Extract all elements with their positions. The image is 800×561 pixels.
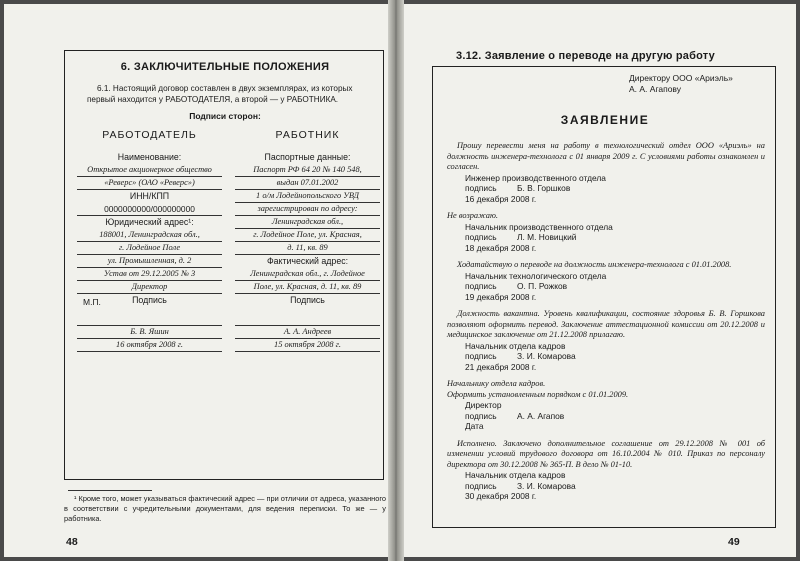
signature-row — [447, 281, 765, 292]
employer-address-line: ул. Промышленная, д. 2 — [77, 255, 222, 268]
signature-row — [447, 183, 765, 194]
employer-charter: Устав от 29.12.2005 № 3 — [77, 268, 222, 281]
signature-label: подпись — [465, 410, 497, 421]
production-approval-block — [447, 211, 765, 253]
worker-reg-line: г. Лодейное Поле, ул. Красная, — [235, 229, 380, 242]
signer-name: Л. М. Новицкий — [517, 232, 577, 242]
sign-date: 19 декабря 2008 г. — [465, 291, 537, 302]
tech-approval-block — [447, 260, 765, 302]
signer-name: Б. В. Горшков — [517, 183, 571, 193]
signer-position: Начальник отдела кадров — [465, 470, 566, 480]
employer-column — [77, 129, 222, 352]
employer-date: 16 октября 2008 г. — [77, 339, 222, 352]
worker-date: 15 октября 2008 г. — [235, 339, 380, 352]
signature-label: подпись — [465, 183, 497, 193]
addressee — [629, 73, 733, 95]
signer-position: Начальник производственного отдела — [465, 221, 613, 232]
signature-row — [447, 481, 765, 492]
signature-label: подпись — [465, 480, 497, 491]
signer-name: З. И. Комарова — [517, 480, 576, 491]
addressee-line: А. А. Агапову — [629, 84, 682, 94]
sign-date: 18 декабря 2008 г. — [465, 242, 537, 253]
employer-position: Директор — [77, 281, 222, 294]
page-number: 49 — [728, 536, 740, 548]
signature-label: подпись — [465, 351, 497, 361]
sign-date: 16 декабря 2008 г. — [465, 193, 537, 204]
employer-address-line: г. Лодейное Поле — [77, 242, 222, 255]
worker-sign-label: Подпись — [290, 295, 325, 305]
worker-signer: А. А. Андреев — [235, 326, 380, 339]
worker-reg-line: д. 11, кв. 89 — [235, 242, 380, 255]
signer-position: Начальник отдела кадров — [465, 340, 566, 351]
employer-inn-value: 0000000000/000000000 — [77, 203, 222, 216]
signature-label: подпись — [465, 281, 497, 291]
sign-date: Дата — [465, 421, 484, 431]
resolution-text: Не возражаю. — [447, 211, 498, 220]
request-block — [447, 141, 765, 204]
left-page — [4, 4, 394, 557]
footnote: ¹ Кроме того, может указываться фактический адрес — при отличии от адреса, указанного в соответствии с учредительными документами, для ведения переписки. То же — у работника. — [64, 494, 386, 523]
employer-name-line: Открытое акционерное общество — [77, 164, 222, 177]
execution-block — [447, 439, 765, 502]
resolution-text: Исполнено. Заключено дополнительное соглашение от 29.12.2008 № 001 об изменении условий трудового договора от 16.10.2004 № 010. Приказ по персоналу директора от 30.12.2008 № 365-П. В дело № 01-10. — [447, 438, 765, 469]
worker-header: РАБОТНИК — [275, 129, 340, 141]
employer-address-line: 188001, Ленинградская обл., — [77, 229, 222, 242]
employer-name-line: «Реверс» (ОАО «Реверс») — [77, 177, 222, 190]
worker-fact-line: Поле, ул. Красная, д. 11, кв. 89 — [235, 281, 380, 294]
signature-label: подпись — [465, 232, 497, 242]
signatures-heading: Подписи сторон: — [189, 111, 261, 121]
worker-signature-line — [235, 313, 380, 326]
stamp-label: М.П. — [83, 297, 101, 307]
resolution-text: Начальнику отдела кадров. — [447, 379, 546, 388]
worker-column — [235, 129, 380, 352]
employer-inn-label: ИНН/КПП — [129, 191, 170, 201]
application-body — [447, 141, 765, 509]
resolution-text: Оформить установленным порядком с 01.01.2009. — [447, 389, 629, 399]
signer-name: О. П. Рожков — [517, 281, 568, 291]
right-page — [398, 4, 796, 557]
addressee-line: Директору ООО «Ариэль» — [629, 73, 733, 83]
sign-date: 21 декабря 2008 г. — [465, 361, 537, 372]
sign-date: 30 декабря 2008 г. — [465, 491, 537, 501]
signature-row — [447, 232, 765, 243]
application-frame — [432, 66, 776, 528]
signer-position: Директор — [465, 400, 502, 410]
employer-signature-line — [77, 313, 222, 326]
employer-sign-label: Подпись — [132, 295, 167, 305]
hr-approval-block — [447, 309, 765, 372]
paragraph-6-1: 6.1. Настоящий договор составлен в двух экземплярах, из которых первый находится у РАБОТОДАТЕЛЯ, а второй — у РАБОТНИКА. — [87, 84, 353, 104]
book-gutter — [388, 0, 404, 561]
signature-row — [447, 351, 765, 362]
resolution-text: Ходатайствую о переводе на должность инженера-технолога с 01.01.2008. — [457, 260, 732, 269]
request-text: Прошу перевести меня на работу в технологический отдел ООО «Ариэль» на должность инженера-технолога с 01 января 2009 г. С условиями работы ознакомлен и согласен. — [447, 141, 765, 171]
signer-name: А. А. Агапов — [517, 410, 565, 421]
footnote-rule — [68, 490, 152, 491]
section-title: 6. ЗАКЛЮЧИТЕЛЬНЫЕ ПОЛОЖЕНИЯ — [120, 61, 330, 73]
worker-registered: зарегистрирован по адресу: — [235, 203, 380, 216]
signer-position: Начальник технологического отдела — [465, 270, 607, 281]
signature-row — [447, 411, 765, 422]
contract-final-section-frame — [64, 50, 384, 480]
signer-position: Инженер производственного отдела — [465, 172, 606, 183]
worker-fact-line: Ленинградская обл., г. Лодейное — [235, 268, 380, 281]
worker-passport-line: 1 о/м Лодейнопольского УВД — [235, 190, 380, 203]
employer-header: РАБОТОДАТЕЛЬ — [102, 129, 197, 141]
employer-signer: Б. В. Яшин — [77, 326, 222, 339]
worker-fact-label: Фактический адрес: — [266, 256, 349, 266]
director-resolution-block — [447, 379, 765, 432]
resolution-text: Должность вакантна. Уровень квалификации, состояние здоровья Б. В. Горшкова позволяют оформить перевод. Заключение аттестационной комиссии от 20.12.2008 и медицинское заключение от 21.12.2008 прилагаю. — [447, 309, 765, 339]
document-heading: ЗАЯВЛЕНИЕ — [560, 113, 650, 127]
section-title: 3.12. Заявление о переводе на другую работу — [456, 50, 715, 62]
worker-passport-line: выдан 07.01.2002 — [235, 177, 380, 190]
signer-name: З. И. Комарова — [517, 351, 576, 361]
worker-passport-line: Паспорт РФ 64 20 № 140 548, — [235, 164, 380, 177]
worker-reg-line: Ленинградская обл., — [235, 216, 380, 229]
page-number: 48 — [66, 536, 78, 548]
employer-name-label: Наименование: — [117, 152, 182, 162]
employer-address-label: Юридический адрес¹: — [105, 217, 194, 227]
worker-passport-label: Паспортные данные: — [264, 152, 351, 162]
